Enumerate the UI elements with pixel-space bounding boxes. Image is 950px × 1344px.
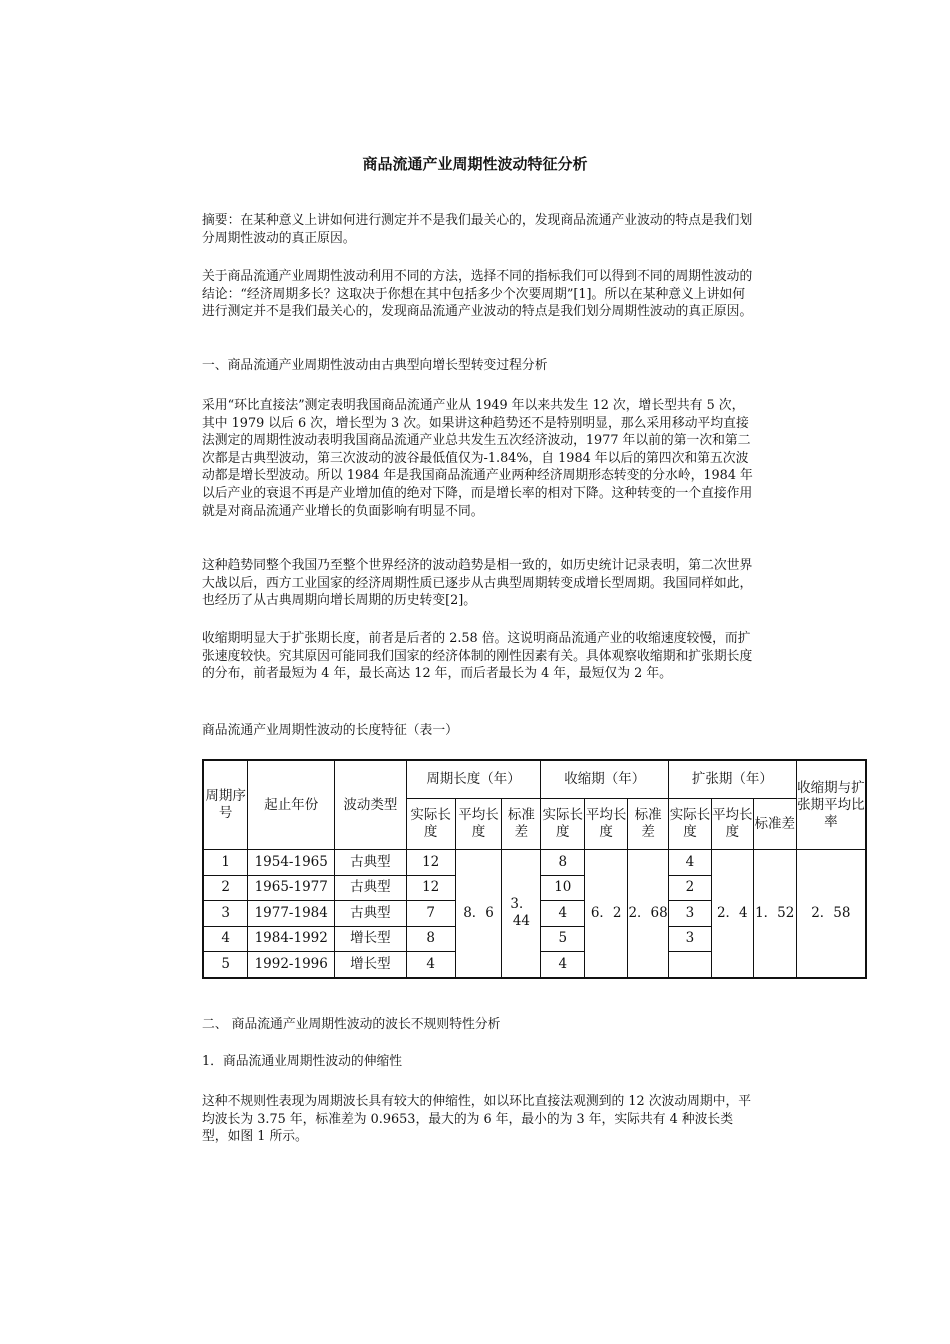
header-ratio: 收缩期与扩张期平均比率	[796, 760, 866, 850]
cell-expand: 3	[669, 901, 712, 927]
document-title: 商品流通产业周期性波动特征分析	[362, 155, 588, 173]
header-type: 波动类型	[335, 760, 407, 850]
cell-seq: 3	[203, 901, 248, 927]
subheader-avg: 平均长度	[455, 799, 502, 850]
cycle-length-table	[202, 759, 867, 979]
header-cycle-seq: 周期序号	[203, 760, 248, 850]
cell-expand	[669, 952, 712, 978]
cell-cycle: 7	[406, 901, 455, 927]
cell-cycle: 8	[406, 926, 455, 952]
subheader-actual: 实际长度	[406, 799, 455, 850]
subheader-std: 标准差	[753, 799, 796, 850]
cell-type: 增长型	[335, 952, 407, 978]
cell-years: 1954-1965	[248, 850, 335, 876]
cell-cycle: 12	[406, 850, 455, 876]
table-caption: 商品流通产业周期性波动的长度特征（表一）	[202, 723, 458, 738]
subheader-std: 标准差	[502, 799, 541, 850]
cell-cycle: 12	[406, 875, 455, 901]
section-2-heading: 二、 商品流通产业周期性波动的波长不规则特性分析	[202, 1017, 501, 1032]
cell-seq: 1	[203, 850, 248, 876]
cell-contract: 4	[541, 952, 585, 978]
subheader-actual: 实际长度	[541, 799, 585, 850]
intro-paragraph: 关于商品流通产业周期性波动利用不同的方法，选择不同的指标我们可以得到不同的周期性波动的结论：“经济周期多长？这取决于你想在其中包括多少个次要周期”[1]。所以在某种意义上讲如何进行测定并不是我们最关心的，发现商品流通产业波动的特点是我们划分周期性波动的真正原因。	[202, 269, 753, 320]
cell-expand-avg: 2．4	[711, 850, 753, 978]
cell-type: 古典型	[335, 850, 407, 876]
abstract-paragraph: 摘要：在某种意义上讲如何进行测定并不是我们最关心的，发现商品流通产业波动的特点是我们划分周期性波动的真正原因。	[202, 213, 753, 246]
table-row	[203, 850, 866, 876]
cell-type: 古典型	[335, 901, 407, 927]
cell-contract: 5	[541, 926, 585, 952]
cell-expand: 2	[669, 875, 712, 901]
paragraph-elasticity: 这种不规则性表现为周期波长具有较大的伸缩性，如以环比直接法观测到的 12 次波动周期中，平均波长为 3.75 年，标准差为 0.9653，最大的为 6 年，最小的为 3 年，实际共有 4 种波长类型，如图 1 所示。	[202, 1094, 752, 1145]
cell-seq: 4	[203, 926, 248, 952]
paragraph-trend: 这种趋势同整个我国乃至整个世界经济的波动趋势是相一致的，如历史统计记录表明，第二次世界大战以后，西方工业国家的经济周期性质已逐步从古典型周期转变成增长型周期。我国同样如此，也经历了从古典周期向增长周期的历史转变[2]。	[202, 558, 753, 609]
cell-cycle-std: 3．44	[502, 850, 541, 978]
subsection-1-heading: 1．商品流通业周期性波动的伸缩性	[202, 1054, 403, 1069]
header-expansion: 扩张期（年）	[669, 760, 797, 799]
section-1-heading: 一、商品流通产业周期性波动由古典型向增长型转变过程分析	[202, 358, 548, 373]
cell-seq: 2	[203, 875, 248, 901]
subheader-avg: 平均长度	[585, 799, 628, 850]
paragraph-ring-method: 采用“环比直接法”测定表明我国商品流通产业从 1949 年以来共发生 12 次，增长型共有 5 次，其中 1979 以后 6 次，增长型为 3 次。如果讲这种趋势还不是特别明显，那么采用移动平均直接法测定的周期性波动表明我国商品流通产业总共发生五次经济波动，1977 年以前的第一次和第二次都是古典型波动，第三次波动的波谷最低值仅为-1.84%，自 1984 年以后的第四次和第五次波动都是增长型波动。所以 1984 年是我国商品流通产业两种经济周期形态转变的分水岭，1984 年以后产业的衰退不再是产业增加值的绝对下降，而是增长率的相对下降。这种转变的一个直接作用就是对商品流通产业增长的负面影响有明显不同。	[202, 398, 753, 519]
cell-type: 增长型	[335, 926, 407, 952]
cell-cycle: 4	[406, 952, 455, 978]
cell-type: 古典型	[335, 875, 407, 901]
cell-contract: 8	[541, 850, 585, 876]
cell-ratio: 2．58	[796, 850, 866, 978]
cell-years: 1965-1977	[248, 875, 335, 901]
cell-contract: 10	[541, 875, 585, 901]
cell-contract: 4	[541, 901, 585, 927]
cell-cycle-avg: 8．6	[455, 850, 502, 978]
cell-contract-std: 2．68	[628, 850, 669, 978]
cell-years: 1977-1984	[248, 901, 335, 927]
subheader-std: 标准差	[628, 799, 669, 850]
cell-expand: 4	[669, 850, 712, 876]
cell-years: 1992-1996	[248, 952, 335, 978]
subheader-avg: 平均长度	[711, 799, 753, 850]
cell-expand-std: 1．52	[753, 850, 796, 978]
cell-seq: 5	[203, 952, 248, 978]
header-cycle-length: 周期长度（年）	[406, 760, 541, 799]
header-years: 起止年份	[248, 760, 335, 850]
header-contraction: 收缩期（年）	[541, 760, 669, 799]
cell-expand: 3	[669, 926, 712, 952]
subheader-actual: 实际长度	[669, 799, 712, 850]
paragraph-contraction: 收缩期明显大于扩张期长度，前者是后者的 2.58 倍。这说明商品流通产业的收缩速度较慢，而扩张速度较快。究其原因可能同我们国家的经济体制的刚性因素有关。具体观察收缩期和扩张期长度的分布，前者最短为 4 年，最长高达 12 年，而后者最长为 4 年，最短仅为 2 年。	[202, 631, 753, 682]
cell-contract-avg: 6．2	[585, 850, 628, 978]
cell-years: 1984-1992	[248, 926, 335, 952]
